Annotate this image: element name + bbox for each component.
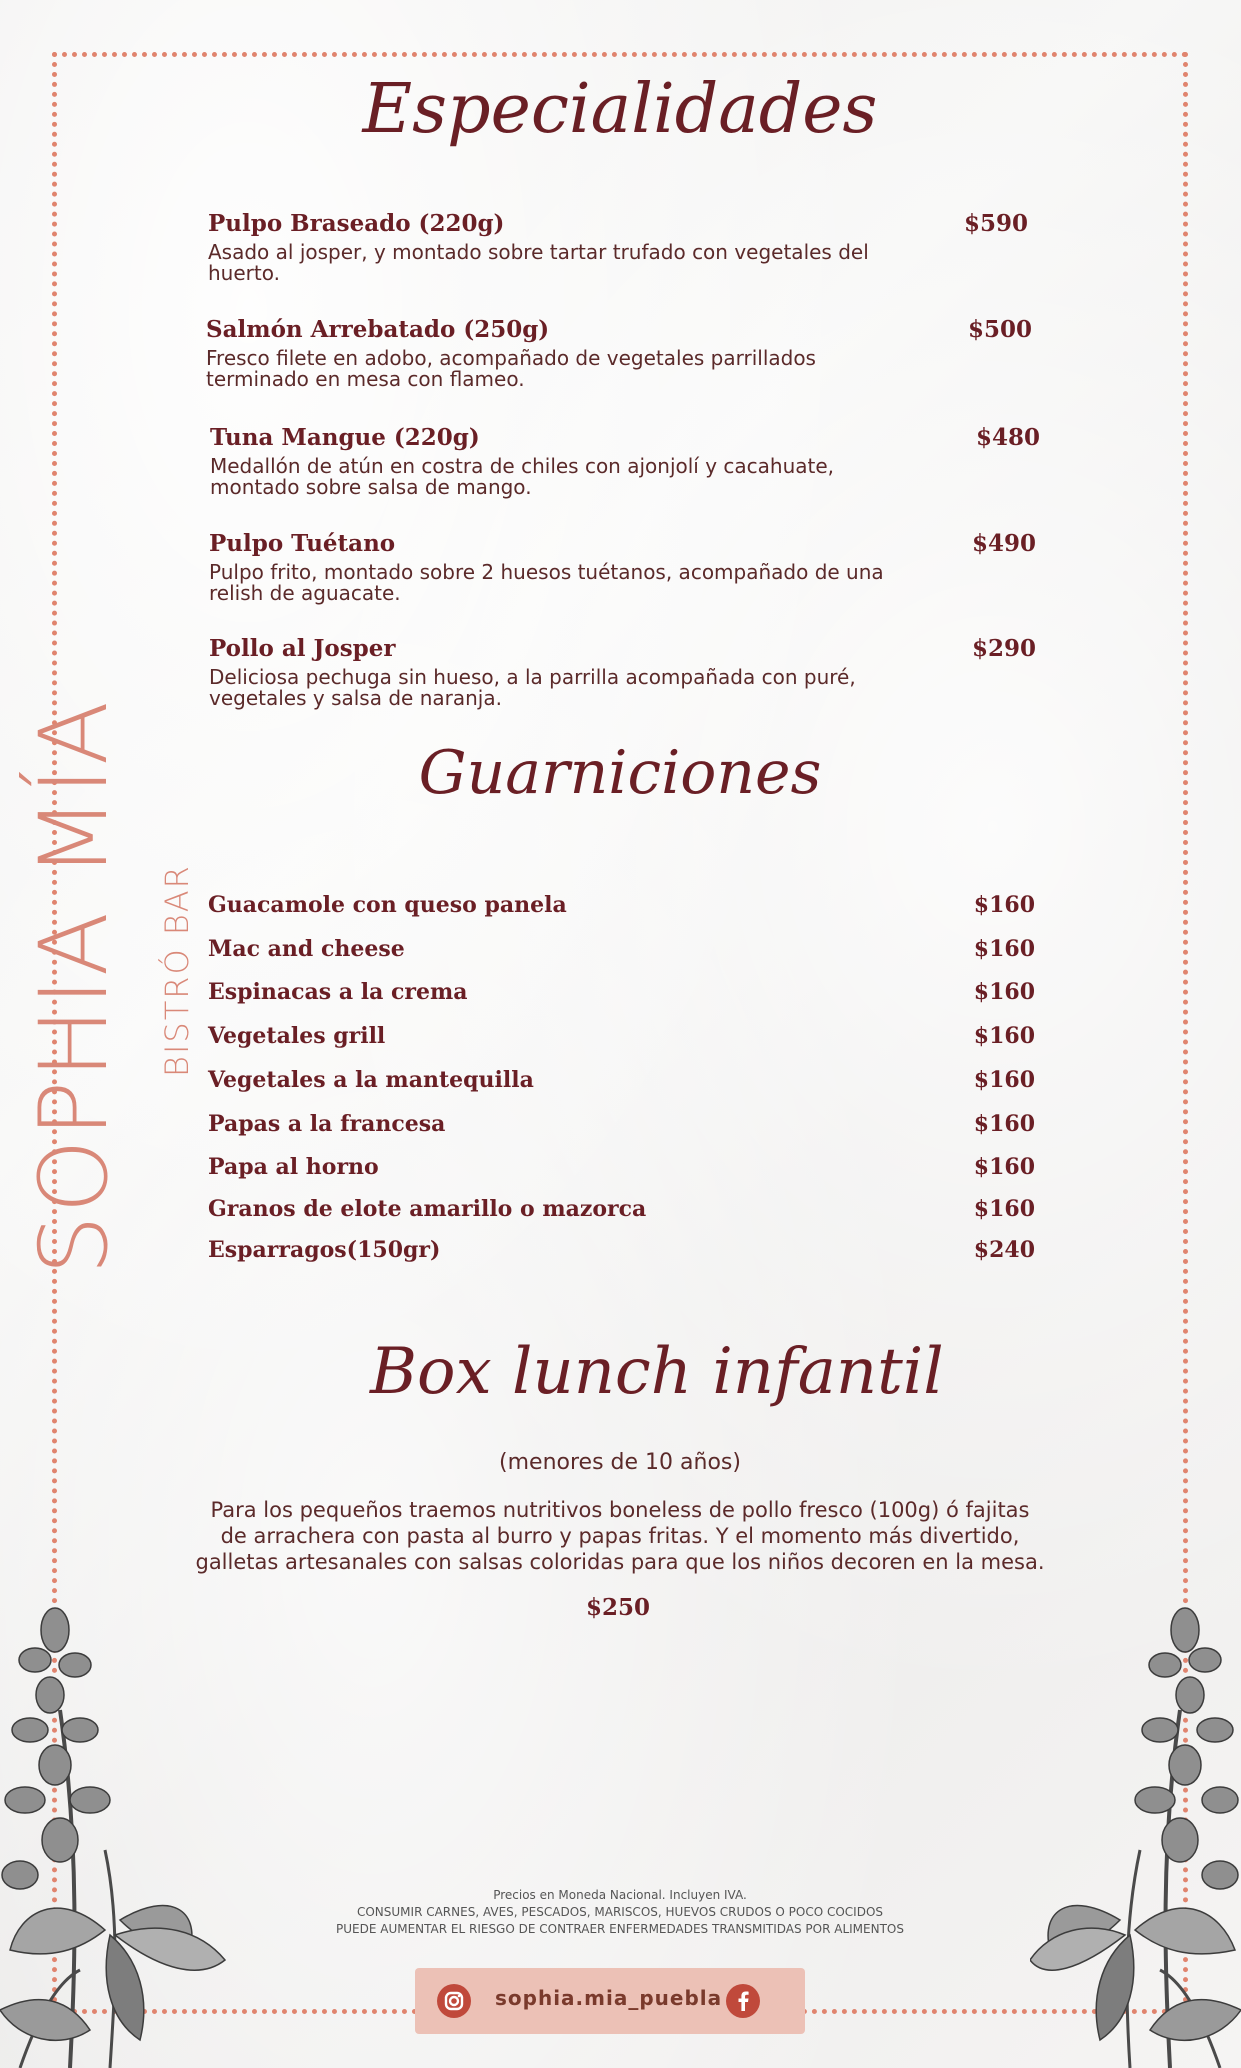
dish-price: $590 bbox=[964, 210, 1029, 237]
section-title-specialties: Especialidades bbox=[362, 70, 878, 149]
kids-price: $250 bbox=[586, 1594, 651, 1621]
side-item bbox=[208, 1154, 1035, 1186]
side-item bbox=[208, 1023, 1035, 1055]
brand-subtitle: BISTRÓ BAR bbox=[158, 864, 196, 1077]
kids-description-line: galletas artesanales con salsas coloridas para que los niños decoren en la mesa. bbox=[195, 1550, 1045, 1574]
side-price: $240 bbox=[973, 1237, 1035, 1263]
side-name: Esparragos(150gr) bbox=[208, 1237, 441, 1263]
side-name: Mac and cheese bbox=[208, 936, 405, 962]
side-name: Espinacas a la crema bbox=[208, 979, 468, 1005]
side-price: $160 bbox=[973, 1023, 1035, 1049]
social-banner bbox=[415, 1968, 805, 2034]
brand-logo bbox=[20, 685, 196, 1285]
side-item bbox=[208, 1111, 1035, 1143]
dish-price: $290 bbox=[972, 635, 1037, 662]
side-item bbox=[208, 1196, 1035, 1228]
side-item bbox=[208, 892, 1035, 924]
kids-description-line: Para los pequeños traemos nutritivos boneless de pollo fresco (100g) ó fajitas bbox=[210, 1498, 1030, 1522]
dish-price: $480 bbox=[976, 424, 1041, 451]
side-item bbox=[208, 979, 1035, 1011]
side-name: Papa al horno bbox=[208, 1154, 379, 1180]
side-item bbox=[208, 1237, 1035, 1269]
dish-description: Pulpo frito, montado sobre 2 huesos tuétanos, acompañado de una bbox=[209, 560, 884, 584]
dish-description: montado sobre salsa de mango. bbox=[210, 475, 532, 499]
kids-age-note: (menores de 10 años) bbox=[499, 1450, 741, 1475]
dish-item bbox=[206, 316, 816, 390]
side-name: Vegetales grill bbox=[208, 1023, 386, 1049]
side-price: $160 bbox=[973, 1196, 1035, 1222]
side-price: $160 bbox=[973, 1111, 1035, 1137]
kids-description-line: de arrachera con pasta al burro y papas fritas. Y el momento más divertido, bbox=[220, 1524, 1020, 1548]
side-price: $160 bbox=[973, 1154, 1035, 1180]
side-name: Papas a la francesa bbox=[208, 1111, 446, 1137]
side-price: $160 bbox=[973, 979, 1035, 1005]
dish-description: Fresco filete en adobo, acompañado de vegetales parrillados bbox=[206, 346, 816, 370]
dish-description: Asado al josper, y montado sobre tartar trufado con vegetales del bbox=[208, 240, 869, 264]
dish-name: Tuna Mangue (220g) bbox=[210, 424, 480, 451]
dish-description: Deliciosa pechuga sin hueso, a la parrilla acompañada con puré, bbox=[209, 665, 856, 689]
footer-line: CONSUMIR CARNES, AVES, PESCADOS, MARISCOS, HUEVOS CRUDOS O POCO COCIDOS bbox=[356, 1905, 884, 1919]
dish-description: relish de aguacate. bbox=[209, 581, 401, 605]
instagram-icon[interactable] bbox=[437, 1984, 471, 2018]
dish-price: $490 bbox=[972, 530, 1037, 557]
side-name: Guacamole con queso panela bbox=[208, 892, 567, 918]
dish-item bbox=[209, 635, 856, 709]
side-price: $160 bbox=[973, 936, 1035, 962]
dish-item bbox=[210, 424, 834, 498]
section-title-sides: Guarniciones bbox=[418, 738, 822, 808]
side-price: $160 bbox=[973, 1067, 1035, 1093]
dish-name: Salmón Arrebatado (250g) bbox=[206, 316, 550, 343]
dish-name: Pulpo Braseado (220g) bbox=[208, 210, 505, 237]
dish-name: Pulpo Tuétano bbox=[209, 530, 396, 557]
brand-name: SOPHIA MÍA bbox=[20, 698, 129, 1275]
dish-name: Pollo al Josper bbox=[209, 635, 396, 662]
side-item bbox=[208, 936, 1035, 968]
flower-illustration-left bbox=[0, 1590, 230, 2068]
side-name: Granos de elote amarillo o mazorca bbox=[208, 1196, 647, 1222]
side-price: $160 bbox=[973, 892, 1035, 918]
dish-description: huerto. bbox=[208, 261, 280, 285]
side-name: Vegetales a la mantequilla bbox=[208, 1067, 534, 1093]
dish-description: vegetales y salsa de naranja. bbox=[209, 686, 502, 710]
footer-line: PUEDE AUMENTAR EL RIESGO DE CONTRAER ENFERMEDADES TRANSMITIDAS POR ALIMENTOS bbox=[336, 1922, 904, 1936]
footer-line: Precios en Moneda Nacional. Incluyen IVA. bbox=[493, 1888, 747, 1902]
side-item bbox=[208, 1067, 1035, 1099]
dish-price: $500 bbox=[968, 316, 1033, 343]
dish-description: terminado en mesa con flameo. bbox=[206, 367, 525, 391]
dish-description: Medallón de atún en costra de chiles con ajonjolí y cacahuate, bbox=[210, 454, 835, 478]
section-title-kids: Box lunch infantil bbox=[370, 1335, 944, 1409]
facebook-icon[interactable] bbox=[726, 1984, 760, 2018]
dish-item bbox=[208, 210, 869, 284]
flower-illustration-right bbox=[1030, 1590, 1241, 2068]
dish-item bbox=[209, 530, 884, 604]
social-handle[interactable]: sophia.mia_puebla bbox=[495, 1986, 723, 2010]
